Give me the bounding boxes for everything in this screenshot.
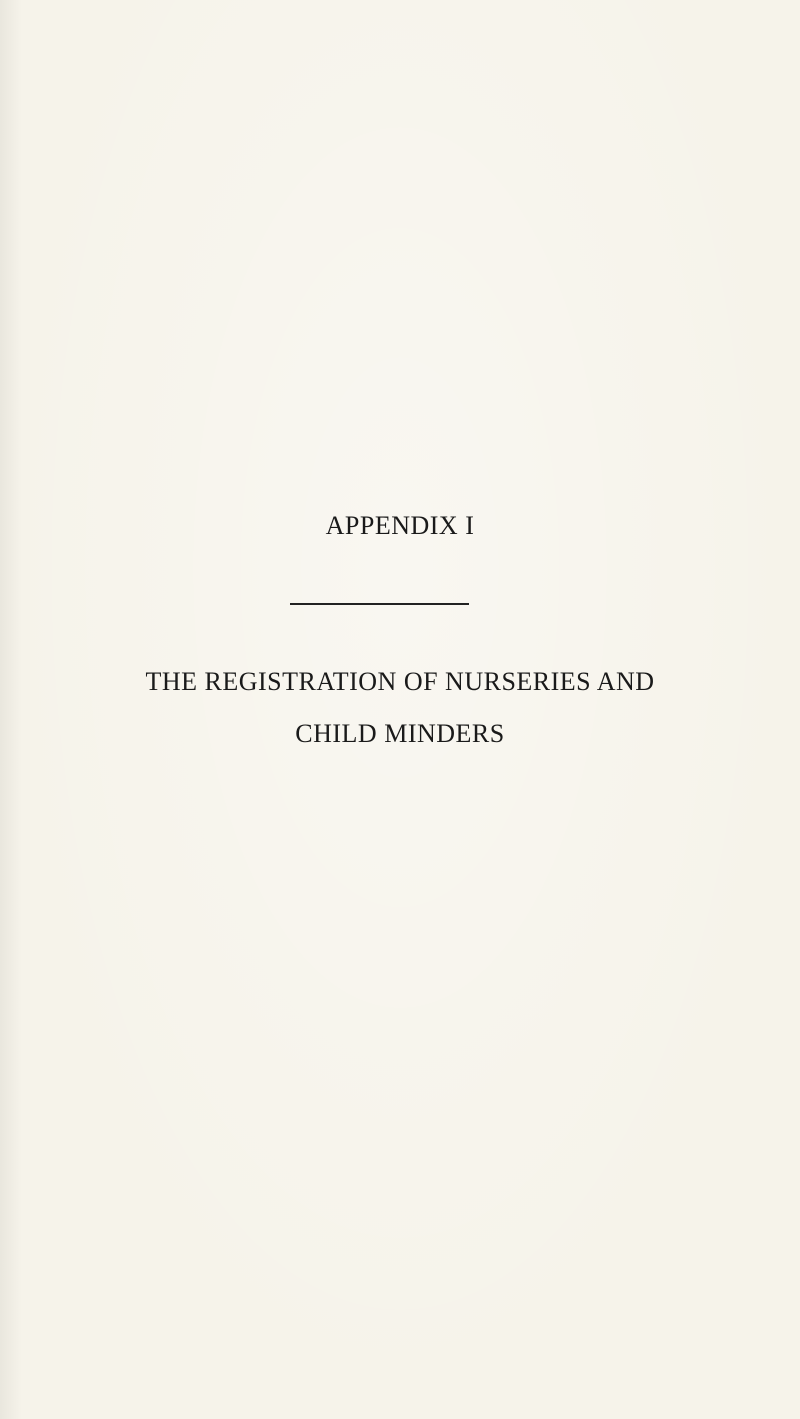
title-line-2: CHILD MINDERS [295,719,505,748]
title-line-1: THE REGISTRATION OF NURSERIES AND [145,667,655,696]
appendix-heading: APPENDIX I [325,511,475,540]
horizontal-rule [290,603,469,605]
